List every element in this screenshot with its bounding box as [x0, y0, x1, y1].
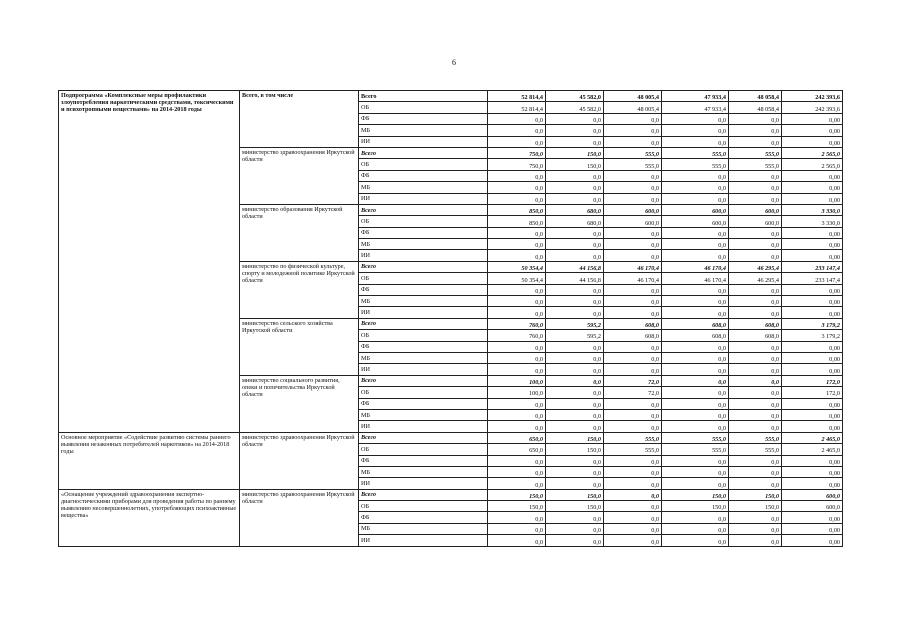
- amount-cell: 0,0: [729, 352, 782, 363]
- funding-source-cell: МБ: [359, 125, 488, 136]
- amount-cell: 0,0: [662, 193, 729, 204]
- amount-cell: 46 170,4: [662, 273, 729, 284]
- funding-source-cell: ИИ: [359, 535, 488, 546]
- amount-cell: 0,0: [662, 227, 729, 238]
- funding-source-cell: МБ: [359, 523, 488, 534]
- amount-cell: 650,0: [488, 444, 546, 455]
- funding-source-cell: МБ: [359, 352, 488, 363]
- funding-source-cell: Всего: [359, 489, 488, 500]
- amount-cell: 0,0: [604, 364, 662, 375]
- amount-cell: 0,0: [488, 478, 546, 489]
- amount-cell: 0,0: [546, 387, 604, 398]
- amount-cell: 0,0: [546, 296, 604, 307]
- amount-cell: 0,0: [729, 375, 782, 386]
- amount-cell: 0,0: [604, 489, 662, 500]
- amount-cell: 0,0: [546, 113, 604, 124]
- amount-cell: 0,00: [782, 307, 843, 318]
- amount-cell: 0,0: [488, 113, 546, 124]
- amount-cell: 850,0: [488, 216, 546, 227]
- funding-source-cell: ФБ: [359, 227, 488, 238]
- funding-source-cell: Всего: [359, 91, 488, 102]
- amount-cell: 3 330,0: [782, 216, 843, 227]
- budget-table: [58, 90, 843, 547]
- amount-cell: 595,2: [546, 330, 604, 341]
- amount-cell: 0,0: [729, 125, 782, 136]
- amount-cell: 46 295,4: [729, 261, 782, 272]
- amount-cell: 0,0: [662, 455, 729, 466]
- amount-cell: 0,0: [662, 398, 729, 409]
- amount-cell: 0,0: [604, 341, 662, 352]
- amount-cell: 0,0: [546, 250, 604, 261]
- amount-cell: 600,0: [729, 204, 782, 215]
- amount-cell: 0,0: [546, 284, 604, 295]
- funding-source-cell: ОБ: [359, 102, 488, 113]
- amount-cell: 0,0: [546, 455, 604, 466]
- amount-cell: 0,0: [546, 307, 604, 318]
- funding-source-cell: ИИ: [359, 421, 488, 432]
- amount-cell: 0,0: [662, 341, 729, 352]
- amount-cell: 100,0: [488, 375, 546, 386]
- amount-cell: 0,0: [604, 296, 662, 307]
- amount-cell: 72,0: [604, 387, 662, 398]
- funding-source-cell: ОБ: [359, 330, 488, 341]
- amount-cell: 0,0: [546, 421, 604, 432]
- amount-cell: 0,0: [604, 512, 662, 523]
- amount-cell: 2 465,0: [782, 444, 843, 455]
- amount-cell: 46 170,4: [662, 261, 729, 272]
- program-name-cell: Подпрограмма «Комплексные меры профилактики злоупотребления наркотическими средствами, токсическими и психотропными веществами» на 2014-2018 годы: [59, 91, 240, 433]
- amount-cell: 600,0: [662, 204, 729, 215]
- amount-cell: 0,0: [546, 466, 604, 477]
- amount-cell: 0,0: [488, 523, 546, 534]
- amount-cell: 0,00: [782, 523, 843, 534]
- funding-source-cell: ИИ: [359, 307, 488, 318]
- amount-cell: 0,00: [782, 250, 843, 261]
- amount-cell: 233 147,4: [782, 273, 843, 284]
- amount-cell: 0,0: [662, 535, 729, 546]
- funding-source-cell: ОБ: [359, 159, 488, 170]
- amount-cell: 48 005,4: [604, 102, 662, 113]
- funding-source-cell: МБ: [359, 409, 488, 420]
- amount-cell: 150,0: [662, 501, 729, 512]
- amount-cell: 0,0: [604, 227, 662, 238]
- funding-source-cell: ИИ: [359, 364, 488, 375]
- amount-cell: 3 179,2: [782, 330, 843, 341]
- amount-cell: 0,0: [662, 409, 729, 420]
- amount-cell: 48 058,4: [729, 102, 782, 113]
- amount-cell: 150,0: [546, 501, 604, 512]
- amount-cell: 150,0: [546, 159, 604, 170]
- table-row: [59, 432, 843, 443]
- amount-cell: 0,00: [782, 125, 843, 136]
- amount-cell: 0,00: [782, 170, 843, 181]
- executor-cell: министерство здравоохранения Иркутской области: [240, 147, 359, 204]
- amount-cell: 0,0: [662, 478, 729, 489]
- amount-cell: 600,0: [604, 216, 662, 227]
- amount-cell: 100,0: [488, 387, 546, 398]
- amount-cell: 0,0: [662, 250, 729, 261]
- amount-cell: 0,00: [782, 193, 843, 204]
- funding-source-cell: ИИ: [359, 136, 488, 147]
- amount-cell: 0,0: [604, 466, 662, 477]
- amount-cell: 46 170,4: [604, 261, 662, 272]
- amount-cell: 555,0: [604, 159, 662, 170]
- amount-cell: 0,0: [604, 409, 662, 420]
- amount-cell: 44 156,8: [546, 273, 604, 284]
- executor-cell: Всего, в том числе: [240, 91, 359, 148]
- amount-cell: 650,0: [488, 432, 546, 443]
- amount-cell: 0,0: [604, 182, 662, 193]
- amount-cell: 0,0: [546, 478, 604, 489]
- amount-cell: 0,0: [729, 364, 782, 375]
- executor-cell: министерство здравоохранения Иркутской области: [240, 489, 359, 546]
- amount-cell: 0,0: [729, 239, 782, 250]
- amount-cell: 0,0: [729, 421, 782, 432]
- amount-cell: 0,0: [729, 387, 782, 398]
- amount-cell: 0,0: [662, 523, 729, 534]
- amount-cell: 150,0: [546, 147, 604, 158]
- amount-cell: 0,0: [546, 535, 604, 546]
- amount-cell: 47 933,4: [662, 102, 729, 113]
- amount-cell: 0,0: [488, 193, 546, 204]
- amount-cell: 242 393,6: [782, 91, 843, 102]
- amount-cell: 0,0: [604, 113, 662, 124]
- funding-source-cell: ИИ: [359, 478, 488, 489]
- amount-cell: 0,0: [662, 466, 729, 477]
- amount-cell: 0,0: [488, 512, 546, 523]
- amount-cell: 2 565,0: [782, 159, 843, 170]
- amount-cell: 0,0: [729, 182, 782, 193]
- amount-cell: 0,0: [729, 296, 782, 307]
- amount-cell: 555,0: [729, 444, 782, 455]
- amount-cell: 0,0: [488, 535, 546, 546]
- amount-cell: 0,0: [662, 239, 729, 250]
- amount-cell: 0,0: [546, 375, 604, 386]
- amount-cell: 0,0: [488, 364, 546, 375]
- funding-source-cell: ФБ: [359, 113, 488, 124]
- funding-source-cell: ФБ: [359, 512, 488, 523]
- amount-cell: 0,0: [604, 284, 662, 295]
- executor-cell: министерство социального развития, опеки и попечительства Иркутской области: [240, 375, 359, 432]
- amount-cell: 0,0: [488, 125, 546, 136]
- amount-cell: 0,0: [662, 352, 729, 363]
- amount-cell: 600,0: [782, 489, 843, 500]
- amount-cell: 760,0: [488, 330, 546, 341]
- amount-cell: 150,0: [729, 501, 782, 512]
- amount-cell: 0,0: [488, 352, 546, 363]
- program-name-cell: «Оснащение учреждений здравоохранения экспертно-диагностическими приборами для проведения работы по раннему выявлению несовершеннолетних, употребляющих психоактивные вещества»: [59, 489, 240, 546]
- amount-cell: 150,0: [488, 501, 546, 512]
- amount-cell: 0,0: [488, 398, 546, 409]
- amount-cell: 0,0: [546, 170, 604, 181]
- amount-cell: 0,00: [782, 284, 843, 295]
- amount-cell: 50 354,4: [488, 273, 546, 284]
- amount-cell: 0,00: [782, 113, 843, 124]
- amount-cell: 0,0: [729, 512, 782, 523]
- amount-cell: 52 814,4: [488, 91, 546, 102]
- amount-cell: 0,00: [782, 296, 843, 307]
- amount-cell: 0,0: [546, 523, 604, 534]
- executor-cell: министерство сельского хозяйства Иркутской области: [240, 318, 359, 375]
- amount-cell: 0,0: [662, 170, 729, 181]
- amount-cell: 0,0: [488, 250, 546, 261]
- amount-cell: 0,0: [546, 125, 604, 136]
- funding-source-cell: МБ: [359, 466, 488, 477]
- amount-cell: 0,0: [546, 239, 604, 250]
- amount-cell: 172,0: [782, 387, 843, 398]
- amount-cell: 600,0: [782, 501, 843, 512]
- funding-source-cell: ОБ: [359, 387, 488, 398]
- amount-cell: 150,0: [546, 432, 604, 443]
- amount-cell: 172,0: [782, 375, 843, 386]
- amount-cell: 0,0: [662, 136, 729, 147]
- amount-cell: 150,0: [662, 489, 729, 500]
- amount-cell: 45 582,0: [546, 102, 604, 113]
- amount-cell: 608,0: [604, 330, 662, 341]
- amount-cell: 0,0: [729, 455, 782, 466]
- amount-cell: 555,0: [662, 432, 729, 443]
- amount-cell: 555,0: [604, 444, 662, 455]
- amount-cell: 0,00: [782, 478, 843, 489]
- amount-cell: 0,0: [488, 182, 546, 193]
- amount-cell: 0,0: [488, 170, 546, 181]
- amount-cell: 46 170,4: [604, 273, 662, 284]
- amount-cell: 0,0: [729, 478, 782, 489]
- amount-cell: 0,00: [782, 182, 843, 193]
- amount-cell: 0,0: [662, 296, 729, 307]
- amount-cell: 0,0: [604, 398, 662, 409]
- amount-cell: 0,0: [488, 341, 546, 352]
- funding-source-cell: ОБ: [359, 501, 488, 512]
- amount-cell: 555,0: [729, 159, 782, 170]
- amount-cell: 0,0: [729, 284, 782, 295]
- amount-cell: 680,0: [546, 204, 604, 215]
- amount-cell: 233 147,4: [782, 261, 843, 272]
- amount-cell: 0,0: [604, 136, 662, 147]
- amount-cell: 0,0: [604, 421, 662, 432]
- amount-cell: 0,0: [488, 239, 546, 250]
- amount-cell: 0,0: [729, 136, 782, 147]
- amount-cell: 48 058,4: [729, 91, 782, 102]
- amount-cell: 0,0: [662, 113, 729, 124]
- amount-cell: 47 933,4: [662, 91, 729, 102]
- amount-cell: 0,0: [604, 535, 662, 546]
- amount-cell: 0,0: [662, 387, 729, 398]
- amount-cell: 0,0: [662, 421, 729, 432]
- amount-cell: 0,0: [729, 113, 782, 124]
- amount-cell: 0,0: [662, 364, 729, 375]
- amount-cell: 0,0: [546, 398, 604, 409]
- amount-cell: 0,0: [604, 170, 662, 181]
- amount-cell: 0,00: [782, 239, 843, 250]
- amount-cell: 52 814,4: [488, 102, 546, 113]
- amount-cell: 44 156,8: [546, 261, 604, 272]
- amount-cell: 595,2: [546, 318, 604, 329]
- amount-cell: 0,0: [604, 307, 662, 318]
- funding-source-cell: Всего: [359, 261, 488, 272]
- funding-source-cell: ФБ: [359, 341, 488, 352]
- amount-cell: 0,0: [729, 409, 782, 420]
- amount-cell: 0,0: [488, 227, 546, 238]
- amount-cell: 48 005,4: [604, 91, 662, 102]
- amount-cell: 3 330,0: [782, 204, 843, 215]
- funding-source-cell: МБ: [359, 182, 488, 193]
- amount-cell: 0,00: [782, 341, 843, 352]
- amount-cell: 555,0: [729, 147, 782, 158]
- funding-source-cell: ИИ: [359, 193, 488, 204]
- amount-cell: 0,0: [662, 284, 729, 295]
- amount-cell: 0,0: [546, 364, 604, 375]
- amount-cell: 555,0: [662, 159, 729, 170]
- amount-cell: 0,0: [729, 193, 782, 204]
- amount-cell: 0,0: [604, 352, 662, 363]
- amount-cell: 0,0: [729, 170, 782, 181]
- amount-cell: 0,0: [488, 296, 546, 307]
- amount-cell: 0,00: [782, 364, 843, 375]
- amount-cell: 0,00: [782, 512, 843, 523]
- amount-cell: 0,0: [546, 352, 604, 363]
- amount-cell: 0,0: [546, 136, 604, 147]
- amount-cell: 0,0: [488, 421, 546, 432]
- amount-cell: 242 393,6: [782, 102, 843, 113]
- amount-cell: 46 295,4: [729, 273, 782, 284]
- funding-source-cell: ФБ: [359, 455, 488, 466]
- table-row: [59, 489, 843, 500]
- funding-source-cell: ОБ: [359, 444, 488, 455]
- amount-cell: 150,0: [488, 489, 546, 500]
- amount-cell: 2 465,0: [782, 432, 843, 443]
- amount-cell: 0,00: [782, 409, 843, 420]
- amount-cell: 555,0: [604, 432, 662, 443]
- amount-cell: 0,0: [604, 455, 662, 466]
- funding-source-cell: Всего: [359, 375, 488, 386]
- amount-cell: 0,0: [546, 341, 604, 352]
- amount-cell: 0,0: [546, 193, 604, 204]
- amount-cell: 0,0: [729, 466, 782, 477]
- amount-cell: 555,0: [604, 147, 662, 158]
- amount-cell: 0,0: [488, 307, 546, 318]
- funding-source-cell: ФБ: [359, 398, 488, 409]
- amount-cell: 600,0: [662, 216, 729, 227]
- amount-cell: 608,0: [729, 330, 782, 341]
- amount-cell: 0,0: [604, 523, 662, 534]
- amount-cell: 72,0: [604, 375, 662, 386]
- executor-cell: министерство по физической культуре, спорту и молодежной политике Иркутской области: [240, 261, 359, 318]
- amount-cell: 0,0: [488, 466, 546, 477]
- amount-cell: 150,0: [546, 489, 604, 500]
- amount-cell: 2 565,0: [782, 147, 843, 158]
- amount-cell: 0,0: [729, 523, 782, 534]
- funding-source-cell: МБ: [359, 296, 488, 307]
- amount-cell: 3 179,2: [782, 318, 843, 329]
- page-number: 6: [452, 58, 456, 67]
- amount-cell: 0,00: [782, 455, 843, 466]
- executor-cell: министерство образования Иркутской области: [240, 204, 359, 261]
- amount-cell: 0,0: [604, 478, 662, 489]
- amount-cell: 555,0: [662, 147, 729, 158]
- amount-cell: 850,0: [488, 204, 546, 215]
- amount-cell: 0,0: [662, 182, 729, 193]
- program-name-cell: Основное мероприятие «Содействие развитию системы раннего выявления незаконных потребителей наркотиков» на 2014-2018 годы: [59, 432, 240, 489]
- funding-source-cell: ОБ: [359, 216, 488, 227]
- amount-cell: 0,0: [662, 375, 729, 386]
- amount-cell: 45 582,0: [546, 91, 604, 102]
- amount-cell: 0,00: [782, 352, 843, 363]
- funding-source-cell: ОБ: [359, 273, 488, 284]
- funding-source-cell: Всего: [359, 147, 488, 158]
- amount-cell: 750,0: [488, 159, 546, 170]
- amount-cell: 0,0: [662, 125, 729, 136]
- amount-cell: 150,0: [729, 489, 782, 500]
- amount-cell: 0,0: [662, 307, 729, 318]
- amount-cell: 0,0: [604, 193, 662, 204]
- amount-cell: 760,0: [488, 318, 546, 329]
- amount-cell: 0,0: [546, 409, 604, 420]
- funding-source-cell: ИИ: [359, 250, 488, 261]
- amount-cell: 0,0: [546, 512, 604, 523]
- executor-cell: министерство здравоохранения Иркутской области: [240, 432, 359, 489]
- funding-source-cell: Всего: [359, 318, 488, 329]
- amount-cell: 0,0: [488, 409, 546, 420]
- amount-cell: 608,0: [662, 330, 729, 341]
- amount-cell: 50 354,4: [488, 261, 546, 272]
- funding-source-cell: ФБ: [359, 284, 488, 295]
- amount-cell: 0,0: [604, 501, 662, 512]
- amount-cell: 0,0: [729, 250, 782, 261]
- amount-cell: 0,0: [546, 227, 604, 238]
- amount-cell: 0,0: [729, 535, 782, 546]
- funding-source-cell: МБ: [359, 239, 488, 250]
- amount-cell: 600,0: [729, 216, 782, 227]
- amount-cell: 600,0: [604, 204, 662, 215]
- amount-cell: 0,0: [729, 227, 782, 238]
- table-row: [59, 91, 843, 102]
- amount-cell: 750,0: [488, 147, 546, 158]
- amount-cell: 0,0: [729, 307, 782, 318]
- amount-cell: 0,0: [488, 455, 546, 466]
- amount-cell: 150,0: [546, 444, 604, 455]
- amount-cell: 0,0: [729, 398, 782, 409]
- amount-cell: 680,0: [546, 216, 604, 227]
- funding-source-cell: Всего: [359, 204, 488, 215]
- amount-cell: 0,0: [546, 182, 604, 193]
- amount-cell: 0,0: [488, 136, 546, 147]
- amount-cell: 0,00: [782, 398, 843, 409]
- funding-source-cell: Всего: [359, 432, 488, 443]
- amount-cell: 608,0: [604, 318, 662, 329]
- amount-cell: 0,0: [604, 250, 662, 261]
- amount-cell: 0,0: [729, 341, 782, 352]
- amount-cell: 0,00: [782, 535, 843, 546]
- amount-cell: 0,00: [782, 136, 843, 147]
- amount-cell: 0,0: [604, 239, 662, 250]
- amount-cell: 0,0: [488, 284, 546, 295]
- amount-cell: 608,0: [729, 318, 782, 329]
- funding-source-cell: ФБ: [359, 170, 488, 181]
- amount-cell: 0,0: [604, 125, 662, 136]
- amount-cell: 555,0: [662, 444, 729, 455]
- amount-cell: 555,0: [729, 432, 782, 443]
- amount-cell: 0,00: [782, 421, 843, 432]
- amount-cell: 0,0: [662, 512, 729, 523]
- amount-cell: 0,00: [782, 466, 843, 477]
- amount-cell: 0,00: [782, 227, 843, 238]
- amount-cell: 608,0: [662, 318, 729, 329]
